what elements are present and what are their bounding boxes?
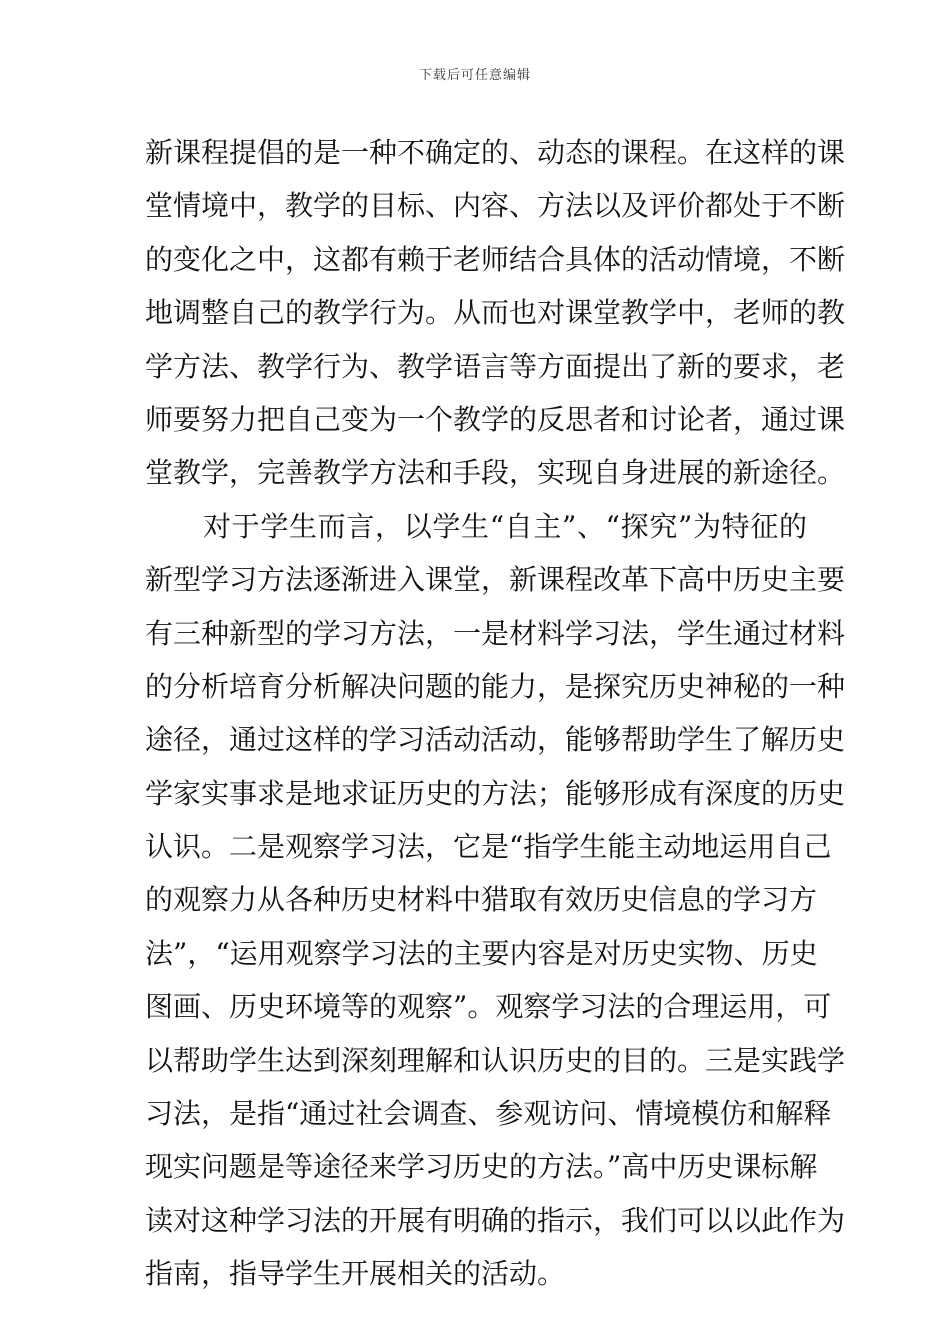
text-line: 图画、历史环境等的观察”。观察学习法的合理运用，可: [145, 990, 832, 1024]
paragraph-1: [145, 126, 846, 500]
text-line: 新型学习方法逐渐进入课堂，新课程改革下高中历史主要: [145, 563, 846, 597]
text-line: 认识。二是观察学习法，它是“指学生能主动地运用自己: [145, 830, 832, 864]
text-line: 地调整自己的教学行为。从而也对课堂教学中，老师的教: [145, 296, 846, 330]
text-line: 堂教学，完善教学方法和手段，实现自身进展的新途径。: [145, 456, 846, 490]
body-text: [145, 126, 846, 1301]
text-line: 途径，通过这样的学习活动活动，能够帮助学生了解历史: [145, 723, 846, 757]
text-line: 的观察力从各种历史材料中猎取有效历史信息的学习方: [145, 883, 818, 917]
text-line: 有三种新型的学习方法，一是材料学习法，学生通过材料: [145, 616, 846, 650]
text-line: 的变化之中，这都有赖于老师结合具体的活动情境，不断: [145, 242, 846, 276]
text-line: 法”，“运用观察学习法的主要内容是对历史实物、历史: [145, 936, 818, 970]
text-line: 以帮助学生达到深刻理解和认识历史的目的。三是实践学: [145, 1043, 846, 1077]
text-line: 习法，是指“通过社会调查、参观访问、情境模仿和解释: [145, 1097, 832, 1131]
text-line: 指南，指导学生开展相关的活动。: [145, 1257, 566, 1291]
paragraph-2: [145, 500, 846, 1301]
text-line: 的分析培育分析解决问题的能力，是探究历史神秘的一种: [145, 669, 846, 703]
text-line: 学方法、教学行为、教学语言等方面提出了新的要求，老: [145, 349, 846, 383]
text-line: 学家实事求是地求证历史的方法；能够形成有深度的历史: [145, 776, 846, 810]
text-line: 现实问题是等途径来学习历史的方法。”高中历史课标解: [145, 1150, 818, 1184]
text-line: 新课程提倡的是一种不确定的、动态的课程。在这样的课: [145, 136, 846, 169]
text-line: 堂情境中，教学的目标、内容、方法以及评价都处于不断: [145, 189, 846, 223]
text-line: 对于学生而言，以学生“自主”、“探究”为特征的: [203, 509, 807, 543]
text-line: 读对这种学习法的开展有明确的指示，我们可以以此作为: [145, 1203, 846, 1237]
header-note: 下载后可任意编辑: [418, 68, 531, 83]
text-line: 师要努力把自己变为一个教学的反思者和讨论者，通过课: [145, 402, 846, 436]
